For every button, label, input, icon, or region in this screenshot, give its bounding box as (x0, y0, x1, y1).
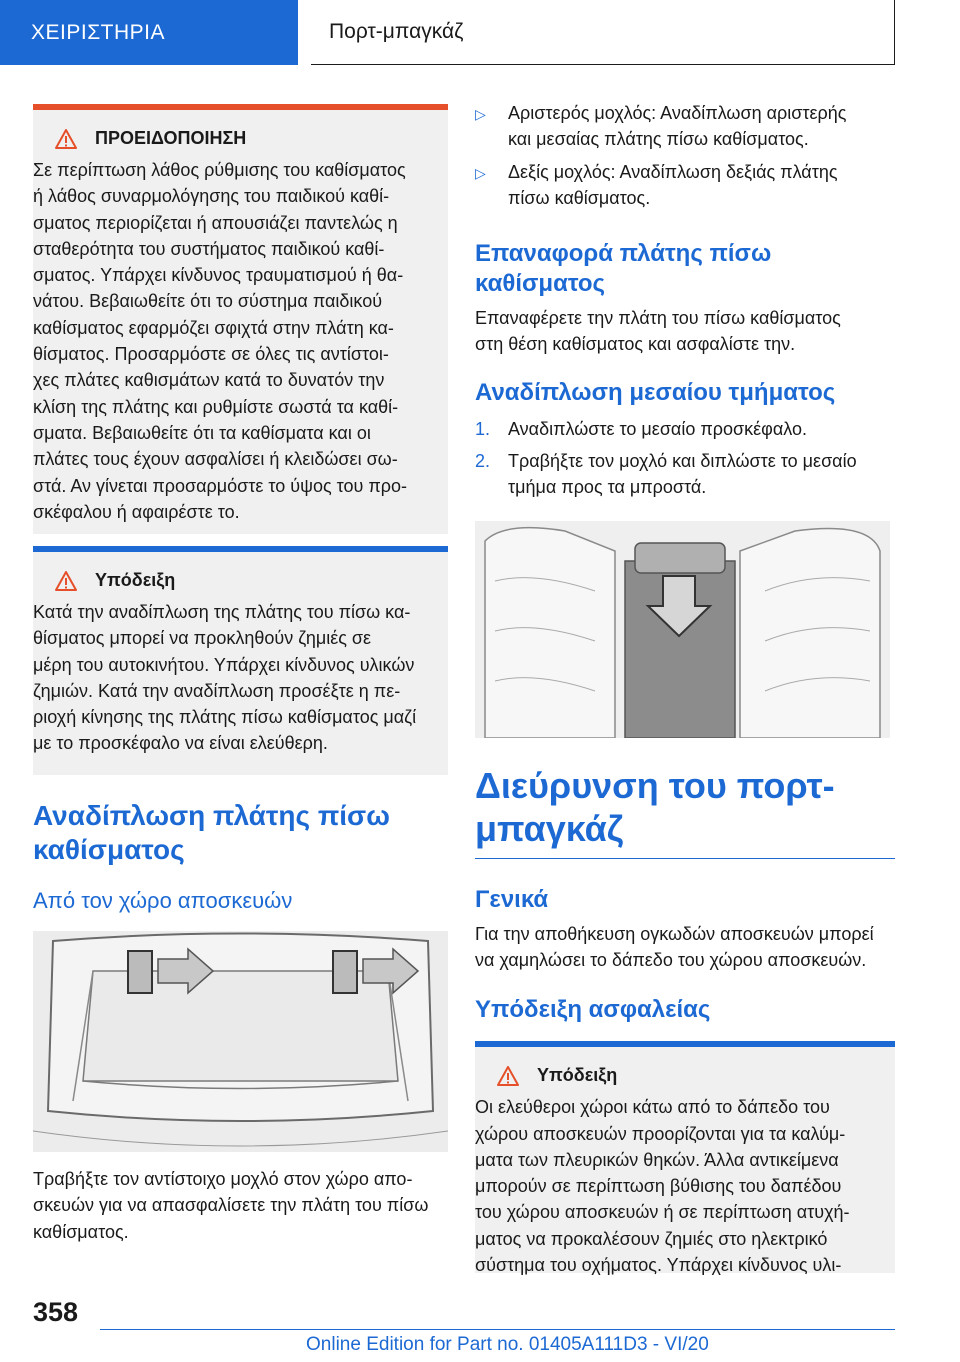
text-line: μέρη του αυτοκινήτου. Υπάρχει κίνδυνος υλικών (33, 654, 415, 675)
text-line: Για την αποθήκευση ογκωδών αποσκευών μπορεί (475, 923, 874, 944)
text-line: Τραβήξτε τον αντίστοιχο μοχλό στον χώρο απο- (33, 1169, 413, 1189)
note-title-row (497, 1065, 881, 1086)
text-line: πλάτες τους έχουν ασφαλίσει ή κλειδώσει σω- (33, 449, 398, 470)
trunk-drawing (33, 931, 448, 1152)
note-title: Υπόδειξη (95, 570, 176, 590)
general-text (475, 921, 895, 974)
text-line: χες πλάτες καθισμάτων κατά το δυνατόν την (33, 370, 385, 391)
middle-heading: Αναδίπλωση μεσαίου τμήματος (475, 378, 836, 406)
middle-steps (475, 416, 895, 501)
step-line: Αναδιπλώστε το μεσαίο προσκέφαλο. (508, 418, 807, 439)
step-line: τμήμα προς τα μπροστά. (508, 477, 707, 498)
step-number: 1. (475, 418, 491, 439)
warning-text (33, 157, 434, 525)
expand-heading-line-2: μπαγκάζ (475, 807, 624, 849)
restore-text (475, 305, 895, 358)
text-line: στη θέση καθίσματος και ασφαλίστε την. (475, 334, 796, 355)
footer-divider (100, 1329, 895, 1330)
list-item (475, 100, 895, 153)
text-line: σταθερότητα του συστήματος παιδικού καθί- (33, 238, 385, 259)
fold-subheading: Από τον χώρο αποσκευών (33, 888, 293, 913)
text-line: καθίσματος εφαρμόζει σφιχτά στην πλάτη κα- (33, 317, 394, 338)
text-line: θίσματος. Προσαρμόστε σε όλες τις αντίστοι- (33, 344, 389, 365)
bullet-line: και μεσαίας πλάτης πίσω καθίσματος. (508, 129, 809, 150)
list-item (475, 448, 895, 501)
chapter-title: ΧΕΙΡΙΣΤΗΡΙΑ (31, 20, 166, 44)
page-number: 358 (33, 1297, 79, 1327)
note-text (33, 599, 434, 757)
text-line: του χώρου αποσκευών ή σε περίπτωση ατυχή- (475, 1202, 850, 1223)
fold-heading-line-1: Αναδίπλωση πλάτης πίσω (33, 800, 390, 831)
section-header (311, 0, 895, 65)
text-line: σματα. Βεβαιωθείτε ότι τα καθίσματα και οι (33, 422, 371, 443)
text-line: χώρου αποσκευών προορίζονται για τα καλύμ- (475, 1123, 846, 1144)
step-line: Τραβήξτε τον μοχλό και διπλώστε το μεσαίο (508, 451, 857, 472)
text-line: νάτου. Βεβαιωθείτε ότι το σύστημα παιδικού (33, 291, 383, 312)
seat-drawing (475, 521, 890, 738)
text-line: ριοχή κίνησης της πλάτης πίσω καθίσματος μαζί (33, 707, 417, 728)
left-column (33, 104, 448, 1245)
section-title: Πορτ-μπαγκάζ (329, 20, 464, 43)
text-line: να χαμηλώσει το δάπεδο του χώρου αποσκευών. (475, 949, 867, 970)
text-line: ματα των πλευρικών θηκών. Άλλα αντικείμενα (475, 1149, 839, 1170)
triangle-bullet-icon: ▷ (475, 164, 486, 181)
warning-triangle-icon (497, 1066, 519, 1086)
note-box-1 (33, 546, 448, 775)
fold-text (33, 1166, 448, 1245)
text-line: στά. Αν γίνεται προσαρμόστε το ύψος του προ- (33, 475, 408, 496)
lever-bullet-list (475, 100, 895, 211)
text-line: μπορούν σε περίπτωση βύθισης του δαπέδου (475, 1176, 842, 1197)
bullet-line: Αριστερός μοχλός: Αναδίπλωση αριστερής (508, 103, 847, 123)
note-title-row (55, 570, 434, 591)
text-line: σκέφαλου ή αφαιρέστε το. (33, 501, 240, 522)
note-box-2 (475, 1041, 895, 1276)
text-line: Επαναφέρετε την πλάτη του πίσω καθίσματος (475, 308, 841, 329)
list-item (475, 416, 895, 442)
restore-heading-line-1: Επαναφορά πλάτης πίσω (475, 240, 772, 268)
warning-box (33, 104, 448, 534)
text-line: σματος. Υπάρχει κίνδυνος τραυματισμού ή θα- (33, 265, 404, 286)
text-line: σματος περιορίζεται ή απουσιάζει παντελώς η (33, 212, 398, 233)
warning-title: ΠΡΟΕΙΔΟΠΟΙΗΣΗ (95, 128, 247, 148)
triangle-bullet-icon: ▷ (475, 106, 486, 122)
edition-text: Online Edition for Part no. 01405A111D3 - VI/20 (306, 1334, 709, 1355)
warning-triangle-icon (55, 129, 77, 149)
bullet-line: Δεξίς μοχλός: Αναδίπλωση δεξιάς πλάτης (508, 161, 838, 182)
text-line: σύστημα του οχήματος. Υπάρχει κίνδυνος υλι- (475, 1255, 842, 1276)
expand-heading-line-1: Διεύρυνση του πορτ- (475, 764, 835, 806)
fold-heading (33, 799, 448, 867)
warning-triangle-icon (55, 571, 77, 591)
expand-heading (475, 764, 895, 859)
restore-heading (475, 239, 895, 299)
fold-heading-line-2: καθίσματος (33, 834, 185, 865)
warning-title-row (55, 128, 434, 149)
text-line: με το προσκέφαλο να είναι ελεύθερη. (33, 733, 328, 754)
text-line: κλίση της πλάτης και ρυθμίστε σωστά τα καθί- (33, 396, 399, 417)
text-line: ματος να προκαλέσουν ζημιές στο ηλεκτρικό (475, 1228, 828, 1249)
text-line: θίσματος μπορεί να προκληθούν ζημιές σε (33, 628, 372, 649)
text-line: Οι ελεύθεροι χώροι κάτω από το δάπεδο του (475, 1097, 830, 1118)
right-column (475, 100, 895, 1276)
restore-heading-line-2: καθίσματος (475, 270, 606, 298)
text-line: ή λάθος συναρμολόγησης του παιδικού καθί- (33, 186, 390, 207)
seat-illustration (475, 521, 890, 738)
trunk-illustration (33, 931, 448, 1152)
general-heading: Γενικά (475, 885, 549, 913)
text-line: καθίσματος. (33, 1221, 129, 1242)
text-line: σκευών για να απασφαλίσετε την πλάτη του πίσω (33, 1195, 429, 1216)
text-line: Σε περίπτωση λάθος ρύθμισης του καθίσματος (33, 160, 406, 180)
chapter-tab (0, 0, 298, 65)
text-line: ζημιών. Κατά την αναδίπλωση προσέξτε η πε- (33, 680, 401, 701)
list-item (475, 159, 895, 212)
text-line: Κατά την αναδίπλωση της πλάτης του πίσω κα- (33, 602, 411, 622)
bullet-line: πίσω καθίσματος. (508, 187, 651, 208)
step-number: 2. (475, 451, 491, 472)
note-text (475, 1094, 881, 1278)
safety-heading: Υπόδειξη ασφαλείας (475, 996, 711, 1024)
note-title: Υπόδειξη (537, 1065, 618, 1086)
